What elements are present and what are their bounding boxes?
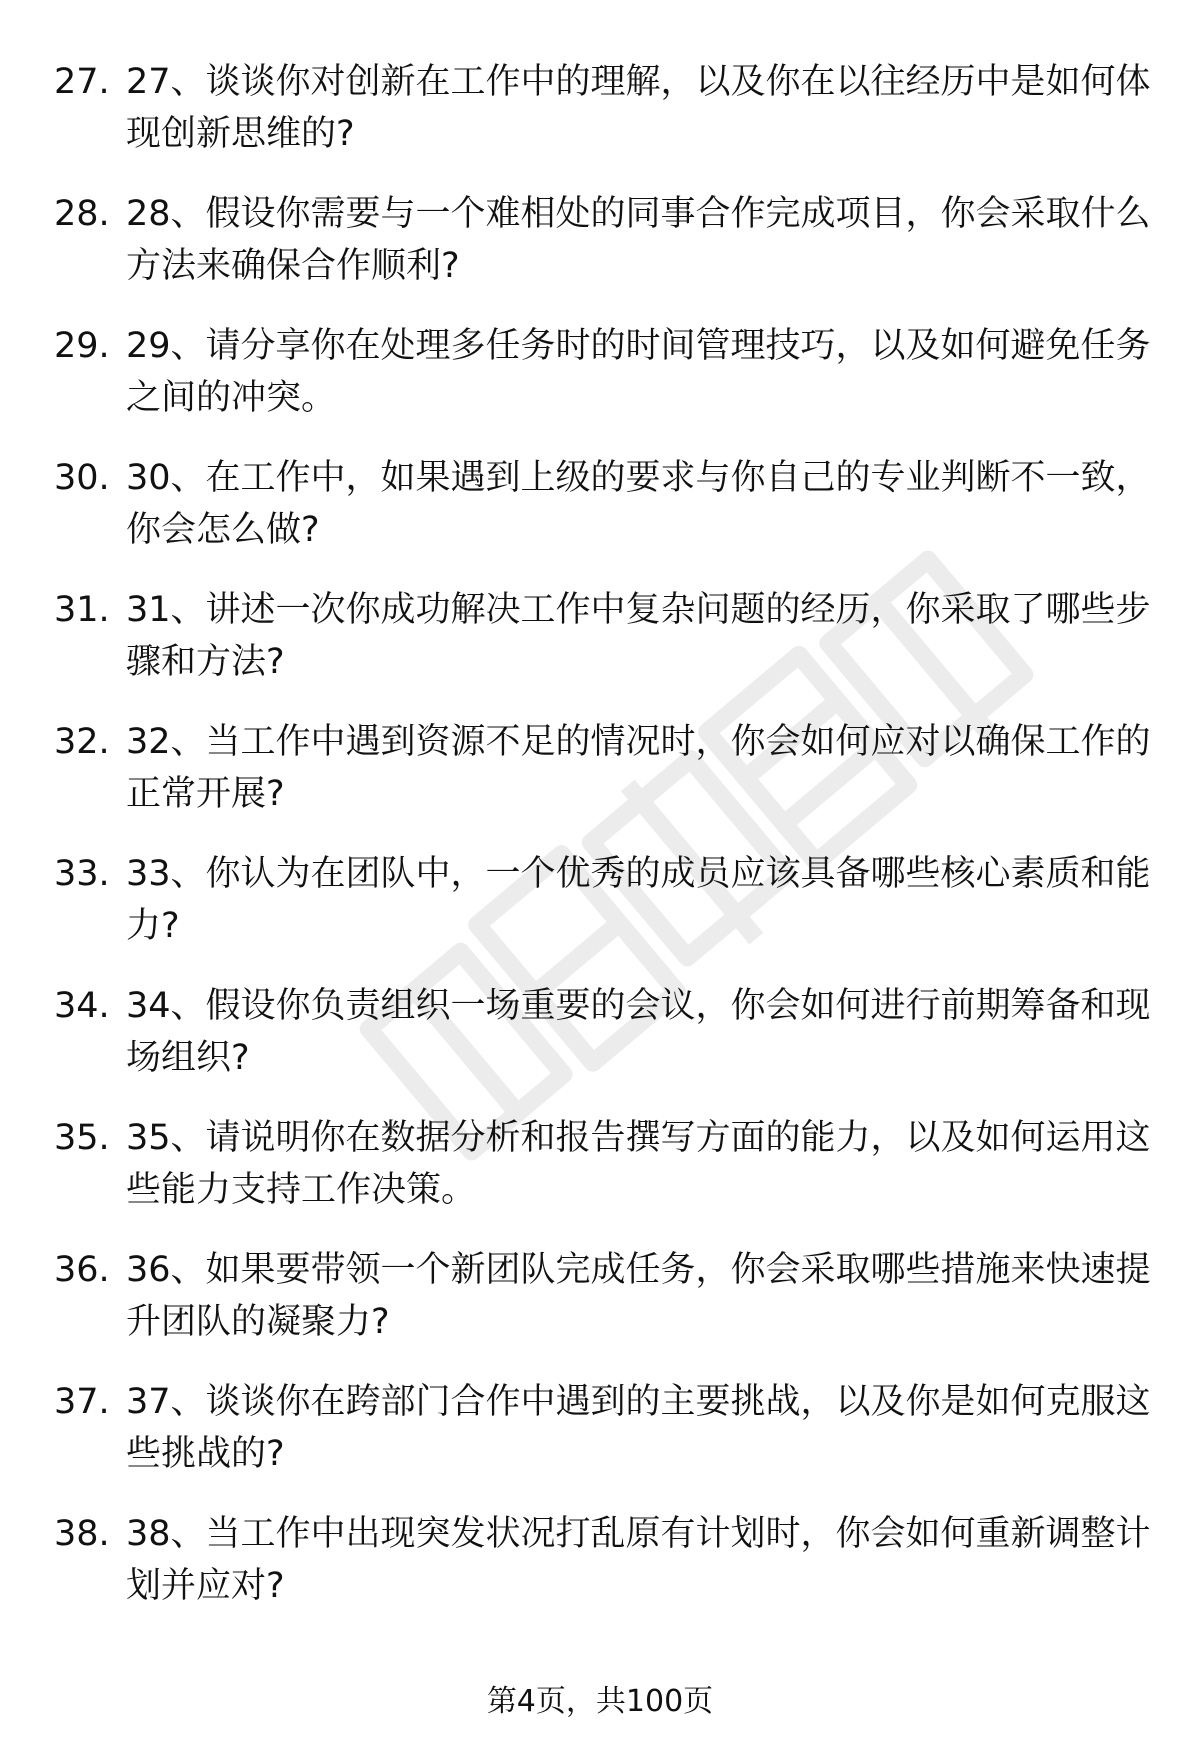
list-item-text: 38、当工作中出现突发状况打乱原有计划时，你会如何重新调整计划并应对? — [126, 1514, 1151, 1606]
list-item-number: 30. — [54, 458, 110, 498]
list-item-text: 29、请分享你在处理多任务时的时间管理技巧，以及如何避免任务之间的冲突。 — [126, 326, 1151, 418]
list-item — [54, 848, 1154, 980]
list-item — [54, 716, 1154, 848]
list-item-number: 32. — [54, 722, 110, 762]
list-item — [54, 56, 1154, 188]
list-item — [54, 980, 1154, 1112]
list-item-number: 27. — [54, 62, 110, 102]
list-item-number: 36. — [54, 1250, 110, 1290]
list-item-text: 27、谈谈你对创新在工作中的理解，以及你在以往经历中是如何体现创新思维的? — [126, 62, 1151, 154]
list-item — [54, 1244, 1154, 1376]
list-item-number: 28. — [54, 194, 110, 234]
list-item-number: 35. — [54, 1118, 110, 1158]
list-item-text: 32、当工作中遇到资源不足的情况时，你会如何应对以确保工作的正常开展? — [126, 722, 1151, 814]
list-item — [54, 1508, 1154, 1640]
list-item-number: 38. — [54, 1514, 110, 1554]
list-item — [54, 320, 1154, 452]
list-item-number: 29. — [54, 326, 110, 366]
list-item-number: 34. — [54, 986, 110, 1026]
list-item-text: 31、讲述一次你成功解决工作中复杂问题的经历，你采取了哪些步骤和方法? — [126, 590, 1151, 682]
list-item-number: 31. — [54, 590, 110, 630]
list-item — [54, 188, 1154, 320]
list-item-text: 33、你认为在团队中，一个优秀的成员应该具备哪些核心素质和能力? — [126, 854, 1151, 946]
list-item — [54, 452, 1154, 584]
list-item-text: 30、在工作中，如果遇到上级的要求与你自己的专业判断不一致，你会怎么做? — [126, 458, 1151, 550]
list-item — [54, 1112, 1154, 1244]
list-item-text: 34、假设你负责组织一场重要的会议，你会如何进行前期筹备和现场组织? — [126, 986, 1151, 1078]
question-list — [54, 56, 1154, 1640]
list-item-text: 37、谈谈你在跨部门合作中遇到的主要挑战，以及你是如何克服这些挑战的? — [126, 1382, 1151, 1474]
list-item-number: 33. — [54, 854, 110, 894]
list-item-number: 37. — [54, 1382, 110, 1422]
list-item — [54, 584, 1154, 716]
page-footer: 第4页，共100页 — [486, 1684, 714, 1719]
list-item-text: 28、假设你需要与一个难相处的同事合作完成项目，你会采取什么方法来确保合作顺利? — [126, 194, 1151, 286]
list-item-text: 35、请说明你在数据分析和报告撰写方面的能力，以及如何运用这些能力支持工作决策。 — [126, 1118, 1151, 1210]
list-item-text: 36、如果要带领一个新团队完成任务，你会采取哪些措施来快速提升团队的凝聚力? — [126, 1250, 1151, 1342]
list-item — [54, 1376, 1154, 1508]
